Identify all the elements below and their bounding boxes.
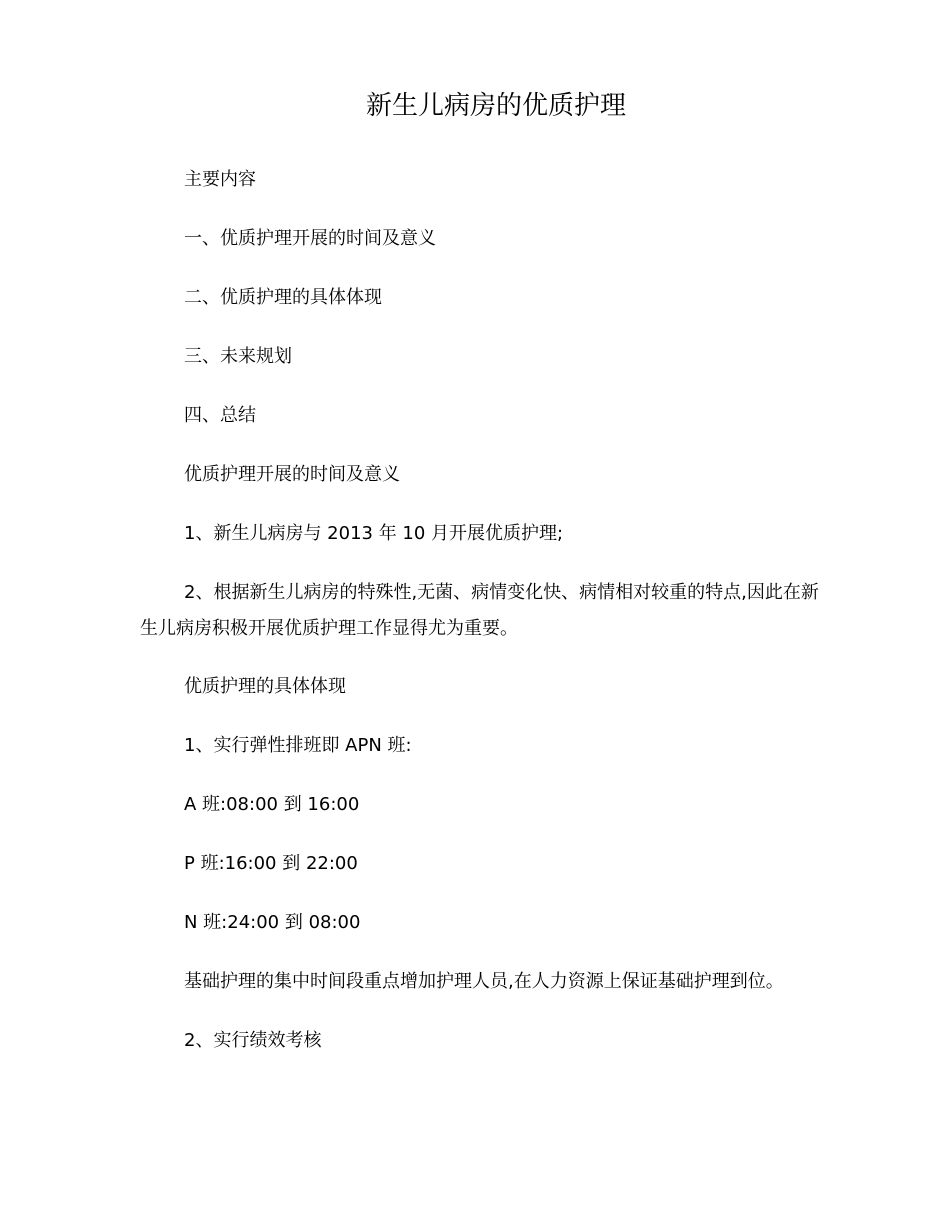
section-2-item-1: 1、实行弹性排班即 APN 班: (184, 735, 412, 756)
section-2-heading: 优质护理的具体体现 (184, 676, 346, 697)
shift-a: A 班:08:00 到 16:00 (184, 794, 360, 815)
shift-n: N 班:24:00 到 08:00 (184, 912, 361, 933)
toc-item-4: 四、总结 (184, 405, 256, 426)
shift-p: P 班:16:00 到 22:00 (184, 853, 358, 874)
section-1-item-2: 2、根据新生儿病房的特殊性,无菌、病情变化快、病情相对较重的特点,因此在新生儿病房积极开展优质护理工作显得尤为重要。 (140, 582, 819, 639)
section-1-item-1: 1、新生儿病房与 2013 年 10 月开展优质护理; (184, 523, 564, 544)
section-1-heading: 优质护理开展的时间及意义 (184, 464, 400, 485)
toc-item-1: 一、优质护理开展的时间及意义 (184, 228, 436, 249)
contents-heading: 主要内容 (184, 169, 256, 190)
section-2-item-2: 2、实行绩效考核 (184, 1030, 322, 1051)
toc-item-3: 三、未来规划 (184, 346, 292, 367)
toc-item-2: 二、优质护理的具体体现 (184, 287, 382, 308)
document-title: 新生儿病房的优质护理 (365, 91, 626, 121)
section-2-note: 基础护理的集中时间段重点增加护理人员,在人力资源上保证基础护理到位。 (184, 971, 784, 992)
